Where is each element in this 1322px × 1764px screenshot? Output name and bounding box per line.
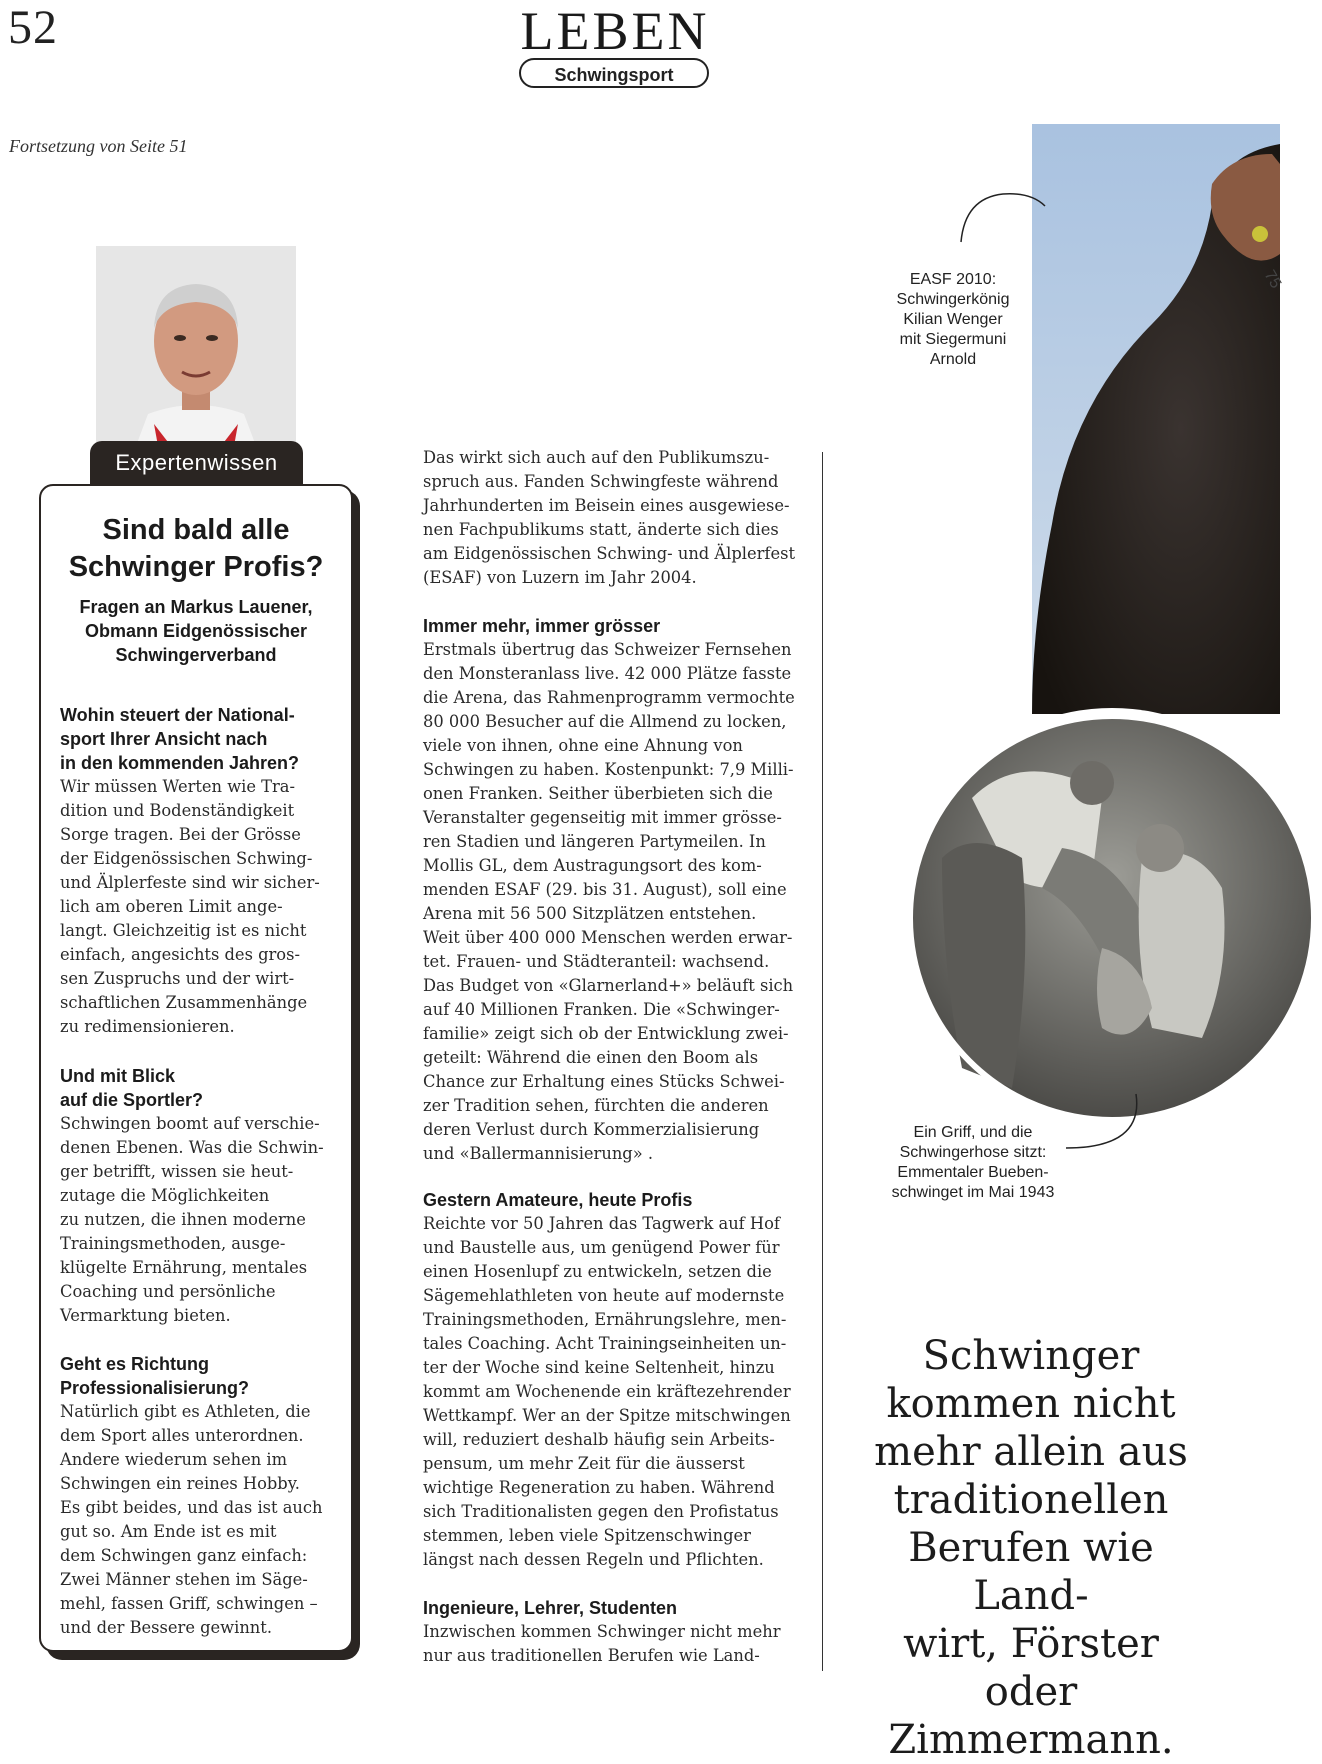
caption-line: schwinget im Mai 1943 (891, 1184, 1055, 1201)
bull-photo (1032, 124, 1285, 714)
answer-line: Vermarktung bieten. (60, 1306, 231, 1325)
qa-block (60, 1064, 340, 1328)
article-line: und «Ballermannisierung» . (423, 1144, 654, 1163)
article-line: Inzwischen kommen Schwinger nicht mehr (423, 1622, 781, 1641)
article-line: Das wirkt sich auch auf den Publikumszu- (423, 448, 770, 467)
answer-line: denen Ebenen. Was die Schwin- (60, 1138, 324, 1157)
answer-line: Zwei Männer stehen im Säge- (60, 1570, 308, 1589)
question-line: auf die Sportler? (60, 1090, 204, 1110)
article-line: sich Traditionalisten gegen den Profistatus (423, 1502, 779, 1521)
qa-answer (60, 775, 340, 1039)
article-line: nur aus traditionellen Berufen wie Land- (423, 1646, 760, 1665)
article-line: und Baustelle aus, um genügend Power für (423, 1238, 780, 1257)
caption-line: Schwingerhose sitzt: (899, 1144, 1047, 1161)
article-line: kommt am Wochenende ein kräftezehrender (423, 1382, 791, 1401)
answer-line: Schwingen boomt auf verschie- (60, 1114, 320, 1133)
quote-line: kommen nicht (886, 1381, 1176, 1427)
article-line: Veranstalter gegenseitig mit immer grösse- (423, 808, 782, 827)
answer-line: und der Bessere gewinnt. (60, 1618, 273, 1637)
expert-tab: Expertenwissen (90, 441, 303, 485)
article-line: viele von ihnen, ohne eine Ahnung von (423, 736, 743, 755)
article-line: Erstmals übertrug das Schweizer Fernsehen (423, 640, 792, 659)
article-line: stemmen, leben viele Spitzenschwinger (423, 1526, 751, 1545)
caption-line: Ein Griff, und die (913, 1124, 1033, 1141)
qa-question (60, 1352, 340, 1400)
article-line: spruch aus. Fanden Schwingfeste während (423, 472, 779, 491)
caption-line: EASF 2010: (909, 271, 997, 288)
article-line: tet. Frauen- und Städteranteil: wachsend. (423, 952, 770, 971)
quote-line: mehr allein aus (874, 1429, 1188, 1475)
qa-block (60, 1352, 340, 1640)
page-number: 52 (8, 1, 58, 54)
article-line: am Eidgenössischen Schwing- und Älplerfest (423, 544, 795, 563)
answer-line: lich am oberen Limit ange- (60, 897, 283, 916)
expert-title-line: Sind bald alle (102, 514, 290, 546)
article-line: Reichte vor 50 Jahren das Tagwerk auf Hof (423, 1214, 780, 1233)
article-line: Mollis GL, dem Austragungsort des kom- (423, 856, 762, 875)
qa-block (60, 703, 340, 1039)
answer-line: Wir müssen Werten wie Tra- (60, 777, 296, 796)
qa-answer (60, 1400, 340, 1640)
section-title: LEBEN (520, 1, 710, 61)
qa-question (60, 703, 340, 775)
quote-line: wirt, Förster oder (903, 1621, 1159, 1715)
article-intro (423, 446, 813, 590)
answer-line: zu nutzen, die ihnen moderne (60, 1210, 306, 1229)
article-line: pensum, um mehr Zeit für die äusserst (423, 1454, 745, 1473)
column-rule (822, 452, 823, 1671)
question-line: Wohin steuert der National- (60, 705, 295, 725)
caption-line: Kilian Wenger (903, 311, 1003, 328)
pull-quote (856, 1332, 1206, 1764)
question-line: Und mit Blick (60, 1066, 176, 1086)
article-section (423, 1188, 813, 1572)
answer-line: Sorge tragen. Bei der Grösse (60, 825, 301, 844)
article-line: längst nach dessen Regeln und Pflichten. (423, 1550, 764, 1569)
bull-ear-tag: 75 (1260, 267, 1285, 292)
answer-line: dition und Bodenständigkeit (60, 801, 295, 820)
qa-answer (60, 1112, 340, 1328)
section-body (423, 638, 813, 1166)
expert-portrait (96, 246, 296, 446)
vintage-caption (870, 1123, 1076, 1203)
answer-line: sen Zuspruchs und der wirt- (60, 969, 295, 988)
expert-subtitle-line: Obmann Eidgenössischer (84, 621, 308, 641)
caption-line: Schwingerkönig (896, 291, 1010, 308)
caption-line: Arnold (929, 351, 977, 368)
article-line: Wettkampf. Wer an der Spitze mitschwingen (423, 1406, 791, 1425)
answer-line: Es gibt beides, und das ist auch (60, 1498, 323, 1517)
article-line: den Monsteranlass live. 42 000 Plätze fasste (423, 664, 792, 683)
article-line: menden ESAF (29. bis 31. August), soll eine (423, 880, 787, 899)
quote-line: traditionellen (893, 1477, 1169, 1523)
article-line: Arena mit 56 500 Sitzplätzen entstehen. (423, 904, 757, 923)
article-line: Chance zur Erhaltung eines Stücks Schwei- (423, 1072, 785, 1091)
caption-line: Emmentaler Bueben- (897, 1164, 1049, 1181)
answer-line: Schwingen ein reines Hobby. (60, 1474, 300, 1493)
article-line: geteilt: Während die einen den Boom als (423, 1048, 759, 1067)
qa-question (60, 1064, 340, 1112)
article-line: Trainingsmethoden, Ernährungslehre, men- (423, 1310, 787, 1329)
continuation-note: Fortsetzung von Seite 51 (9, 136, 188, 156)
expert-title (40, 512, 352, 586)
answer-line: und Älplerfeste sind wir sicher- (60, 873, 320, 892)
quote-line: Zimmermann. (888, 1717, 1174, 1763)
article-line: ter der Woche sind keine Seltenheit, hinzu (423, 1358, 775, 1377)
article-line: Sägemehlathleten von heute auf modernste (423, 1286, 785, 1305)
article-section (423, 1596, 813, 1668)
article-line: Weit über 400 000 Menschen werden erwar- (423, 928, 793, 947)
answer-line: zutage die Möglichkeiten (60, 1186, 270, 1205)
section-heading: Immer mehr, immer grösser (423, 616, 661, 636)
article-line: Das Budget von «Glarnerland+» beläuft sich (423, 976, 794, 995)
question-line: Geht es Richtung (60, 1354, 210, 1374)
section-body (423, 1620, 813, 1668)
subsection-badge: Schwingsport (519, 58, 709, 88)
answer-line: langt. Gleichzeitig ist es nicht (60, 921, 307, 940)
article-line: die Arena, das Rahmenprogramm vermochte (423, 688, 795, 707)
vintage-photo (902, 708, 1322, 1128)
answer-line: klügelte Ernährung, mentales (60, 1258, 308, 1277)
caption-pointer-curve (955, 190, 1051, 246)
section-heading: Ingenieure, Lehrer, Studenten (423, 1598, 678, 1618)
question-line: sport Ihrer Ansicht nach (60, 729, 268, 749)
article-line: tales Coaching. Acht Trainingseinheiten un- (423, 1334, 787, 1353)
bull-caption (868, 270, 1038, 370)
article-line: Jahrhunderten im Beisein eines ausgewiese- (423, 496, 790, 515)
answer-line: Andere wiederum sehen im (60, 1450, 288, 1469)
caption-line: mit Siegermuni (899, 331, 1007, 348)
answer-line: der Eidgenössischen Schwing- (60, 849, 313, 868)
answer-line: mehl, fassen Griff, schwingen – (60, 1594, 318, 1613)
quote-line: Schwinger (922, 1333, 1140, 1379)
answer-line: dem Sport alles unterordnen. (60, 1426, 304, 1445)
article-line: auf 40 Millionen Franken. Die «Schwinger- (423, 1000, 780, 1019)
article-line: 80 000 Besucher auf die Allmend zu locken, (423, 712, 787, 731)
expert-subtitle (40, 595, 352, 667)
answer-line: dem Schwingen ganz einfach: (60, 1546, 308, 1565)
section-heading: Gestern Amateure, heute Profis (423, 1190, 693, 1210)
quote-line: Berufen wie Land- (908, 1525, 1154, 1619)
answer-line: Trainingsmethoden, ausge- (60, 1234, 286, 1253)
answer-line: zu redimensionieren. (60, 1017, 235, 1036)
article-line: ren Stadien und längeren Partymeilen. In (423, 832, 766, 851)
section-body (423, 1212, 813, 1572)
article-line: einen Hosenlupf zu entwickeln, setzen die (423, 1262, 772, 1281)
article-line: will, reduziert deshalb häufig sein Arbeits- (423, 1430, 775, 1449)
question-line: Professionalisierung? (60, 1378, 250, 1398)
article-section (423, 614, 813, 1166)
answer-line: gut so. Am Ende ist es mit (60, 1522, 277, 1541)
article-line: (ESAF) von Luzern im Jahr 2004. (423, 568, 697, 587)
article-line: deren Verlust durch Kommerzialisierung (423, 1120, 760, 1139)
article-line: Schwingen zu haben. Kostenpunkt: 7,9 Milli- (423, 760, 794, 779)
article-line: wichtige Regeneration zu haben. Während (423, 1478, 775, 1497)
expert-title-line: Schwinger Profis? (68, 551, 324, 583)
article-line: zer Tradition sehen, fürchten die anderen (423, 1096, 769, 1115)
answer-line: einfach, angesichts des gros- (60, 945, 300, 964)
article-line: familie» zeigt sich ob der Entwicklung zwei- (423, 1024, 789, 1043)
answer-line: schaftlichen Zusammenhänge (60, 993, 308, 1012)
answer-line: Natürlich gibt es Athleten, die (60, 1402, 311, 1421)
expert-subtitle-line: Schwingerverband (115, 645, 277, 665)
article-line: onen Franken. Seither überbieten sich die (423, 784, 773, 803)
expert-subtitle-line: Fragen an Markus Lauener, (79, 597, 313, 617)
answer-line: Coaching und persönliche (60, 1282, 276, 1301)
article-line: nen Fachpublikums statt, änderte sich dies (423, 520, 779, 539)
answer-line: ger betrifft, wissen sie heut- (60, 1162, 294, 1181)
question-line: in den kommenden Jahren? (60, 753, 300, 773)
